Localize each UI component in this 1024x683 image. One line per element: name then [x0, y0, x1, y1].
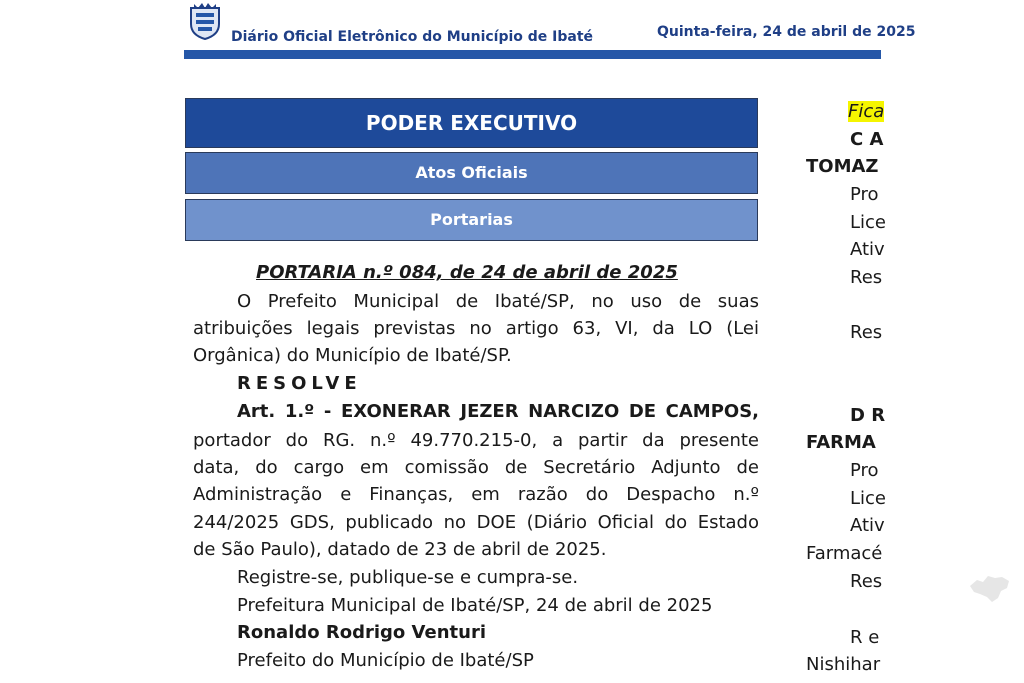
right-col-text: Lice: [850, 212, 886, 233]
gazette-date: Quinta-feira, 24 de abril de 2025: [657, 24, 916, 40]
right-col-text: Pro: [850, 460, 879, 481]
right-col-text: FARMA: [806, 432, 876, 453]
resolve-heading: RESOLVE: [237, 373, 362, 394]
preamble-line-3: Orgânica) do Município de Ibaté/SP.: [193, 345, 512, 366]
closing-formula: Registre-se, publique-se e cumpra-se.: [237, 567, 579, 588]
signer-name: Ronaldo Rodrigo Venturi: [237, 622, 486, 643]
section-poder-executivo: PODER EXECUTIVO: [185, 98, 758, 148]
article-1-line-4: 244/2025 GDS, publicado no DOE (Diário Oficial do Estado: [193, 512, 759, 533]
section-atos-oficiais: Atos Oficiais: [185, 152, 758, 194]
right-col-text: Fica: [848, 101, 885, 122]
right-col-text: Nishihar: [806, 654, 881, 675]
right-col-text: C A: [850, 129, 884, 150]
right-col-text: TOMAZ: [806, 156, 879, 177]
article-1-line-3: Administração e Finanças, em razão do Despacho n.º: [193, 484, 759, 505]
preamble-line-1: O Prefeito Municipal de Ibaté/SP, no uso de suas: [237, 291, 759, 312]
right-col-text: Ativ: [850, 515, 885, 536]
right-col-text: Res: [850, 571, 883, 592]
right-col-text: Farmacé: [806, 543, 883, 564]
right-col-text: Pro: [850, 184, 879, 205]
right-col-text: Res: [850, 322, 883, 343]
signer-role: Prefeito do Município de Ibaté/SP: [237, 650, 534, 671]
article-1-line-5: de São Paulo), datado de 23 de abril de 2025.: [193, 539, 607, 560]
gazette-title: Diário Oficial Eletrônico do Município de Ibaté: [231, 29, 594, 45]
right-column-clipped: [800, 90, 886, 683]
portaria-title: PORTARIA n.º 084, de 24 de abril de 2025: [256, 262, 678, 283]
right-col-text: R e: [850, 627, 880, 648]
section-portarias: Portarias: [185, 199, 758, 241]
article-1-heading: Art. 1.º - EXONERAR JEZER NARCIZO DE CAMPOS,: [237, 401, 759, 422]
preamble-line-2: atribuições legais previstas no artigo 63, VI, da LO (Lei: [193, 318, 759, 339]
right-col-text: Lice: [850, 488, 886, 509]
article-1-line-1: portador do RG. n.º 49.770.215-0, a partir da presente: [193, 430, 759, 451]
sao-paulo-map-icon: [968, 572, 1012, 604]
right-col-text: Res: [850, 267, 883, 288]
ibate-coat-of-arms-icon: [188, 2, 222, 40]
place-and-date: Prefeitura Municipal de Ibaté/SP, 24 de abril de 2025: [237, 595, 713, 616]
right-col-text: Ativ: [850, 239, 885, 260]
right-col-text: D R: [850, 405, 886, 426]
article-1-line-2: data, do cargo em comissão de Secretário Adjunto de: [193, 457, 759, 478]
header-rule: [184, 50, 881, 59]
